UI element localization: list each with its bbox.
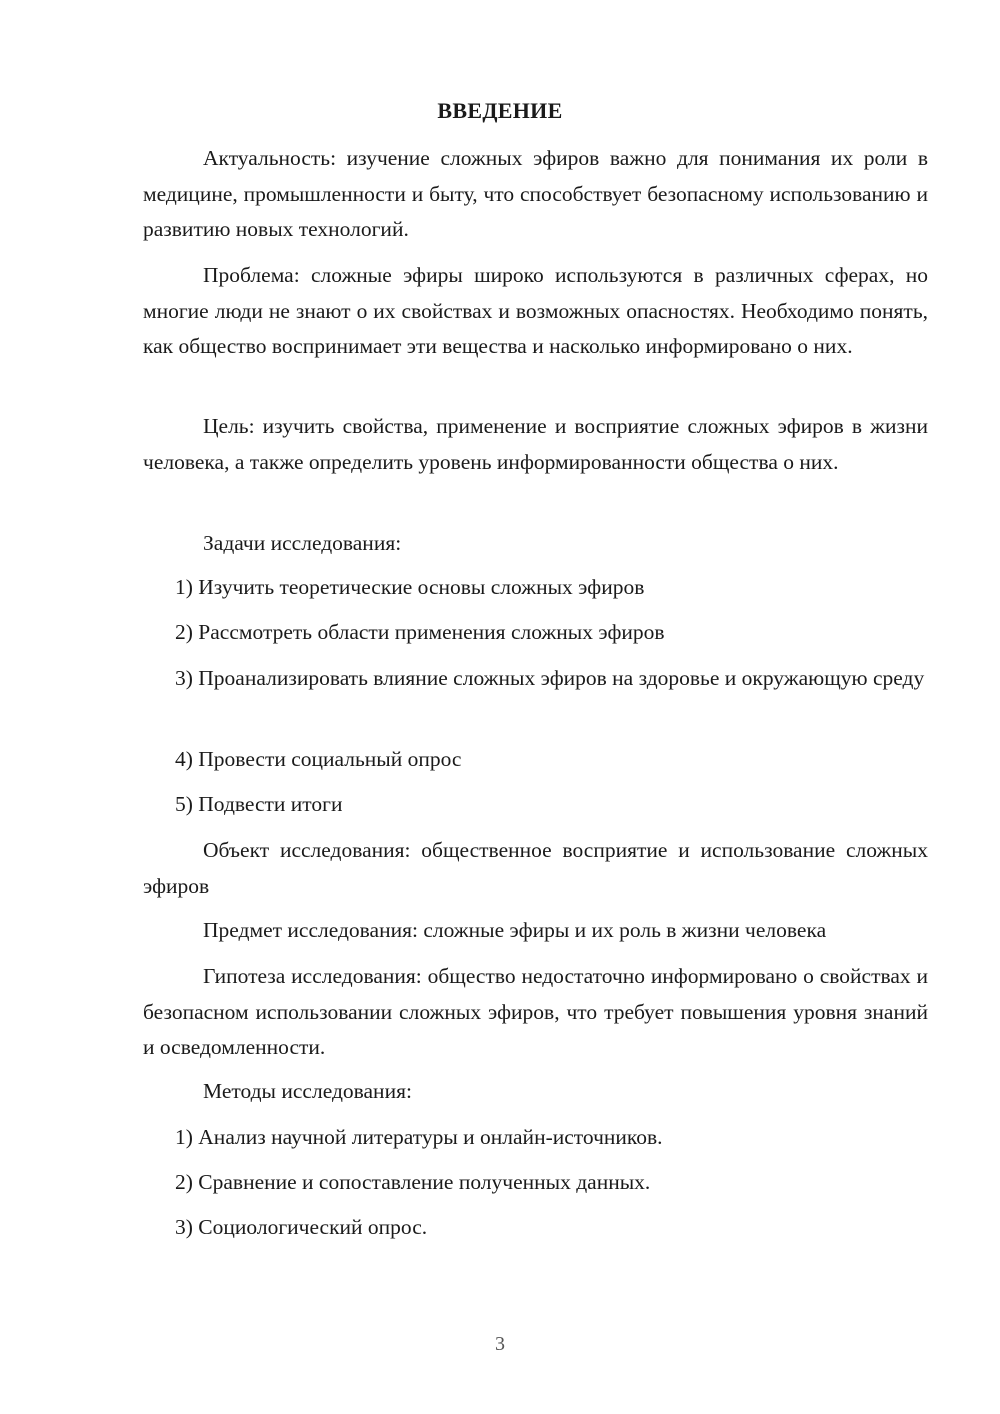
paragraph-subject: Предмет исследования: сложные эфиры и их роль в жизни человека [203, 918, 827, 942]
paragraph-tasks-heading: Задачи исследования: [203, 531, 402, 555]
page-number: 3 [495, 1333, 505, 1355]
paragraph-object: Объект исследования: общественное восприятие и использование сложных эфиров [143, 838, 928, 898]
method-item: 2) Сравнение и сопоставление полученных данных. [175, 1170, 651, 1194]
paragraph-relevance: Актуальность: изучение сложных эфиров важно для понимания их роли в медицине, промышленности и быту, что способствует безопасному использованию и развитию новых технологий. [143, 146, 928, 241]
document-title: ВВЕДЕНИЕ [437, 98, 563, 123]
paragraph-goal: Цель: изучить свойства, применение и восприятие сложных эфиров в жизни человека, а также определить уровень информированности общества о них. [143, 414, 928, 474]
task-item: 3) Проанализировать влияние сложных эфиров на здоровье и окружающую среду [175, 666, 925, 690]
task-item: 1) Изучить теоретические основы сложных эфиров [175, 575, 645, 599]
task-item: 4) Провести социальный опрос [175, 747, 462, 771]
paragraph-hypothesis: Гипотеза исследования: общество недостаточно информировано о свойствах и безопасном использовании сложных эфиров, что требует повышения уровня знаний и осведомленности. [143, 964, 928, 1059]
method-item: 3) Социологический опрос. [175, 1215, 428, 1239]
task-item: 5) Подвести итоги [175, 792, 343, 816]
task-item: 2) Рассмотреть области применения сложных эфиров [175, 620, 665, 644]
paragraph-problem: Проблема: сложные эфиры широко используются в различных сферах, но многие люди не знают о их свойствах и возможных опасностях. Необходимо понять, как общество воспринимает эти вещества и насколько информировано о них. [143, 263, 928, 358]
method-item: 1) Анализ научной литературы и онлайн-источников. [175, 1125, 663, 1149]
paragraph-methods-heading: Методы исследования: [203, 1079, 412, 1103]
